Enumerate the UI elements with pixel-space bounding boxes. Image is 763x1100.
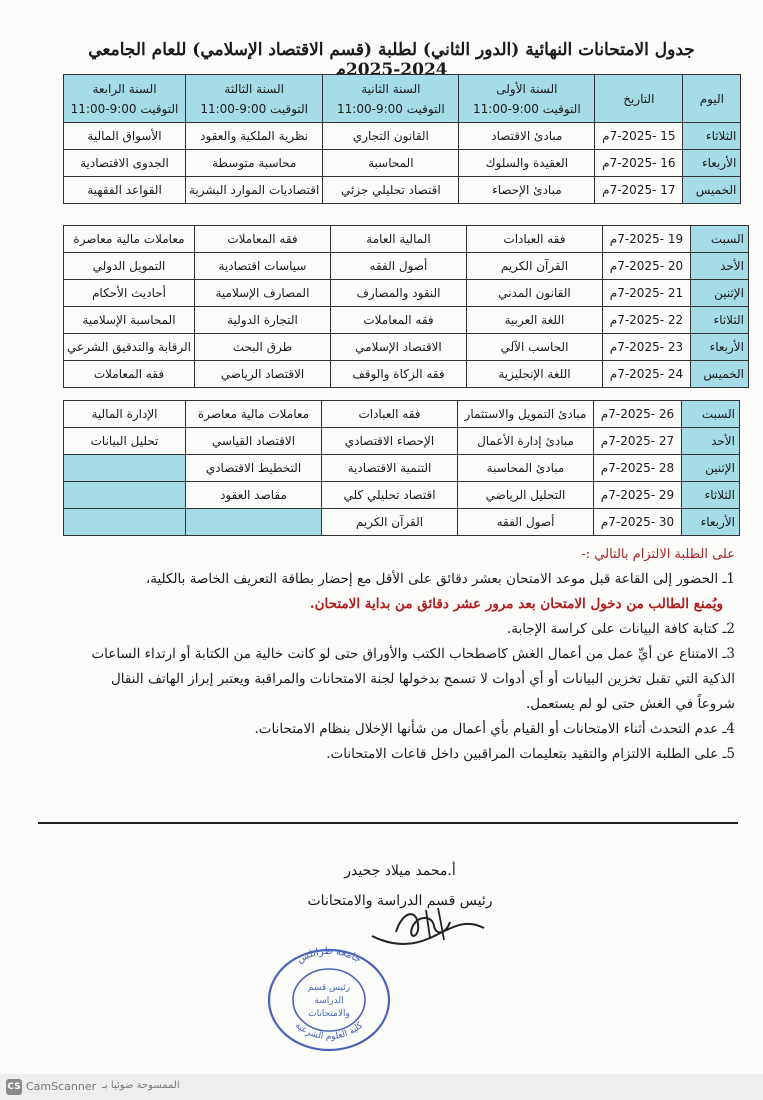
cell-year-3: محاسبة متوسطة [186,150,323,177]
exam-instructions [70,542,735,767]
cell-year-1: مبادئ إدارة الأعمال [458,428,594,455]
cell-date: 29 -7-2025م [594,482,682,509]
cell-day: الأربعاء [683,150,741,177]
cell-year-1: مبادئ الاقتصاد [459,123,595,150]
table-row [64,226,749,253]
scanned-by-label: الممسوحة ضوئيا بـ [102,1080,180,1091]
header-year-1-time: التوقيت 9:00-11:00 [473,101,581,116]
header-year-3-label: السنة الثالثة [224,81,284,96]
cell-date: 19 -7-2025م [602,226,690,253]
cell-year-1: القانون المدني [466,280,602,307]
cell-year-2: أصول الفقه [330,253,466,280]
cell-year-3: اقتصاديات الموارد البشرية [186,177,323,204]
cell-year-4: المحاسبة الإسلامية [64,307,195,334]
cell-year-3-empty [186,509,322,536]
cell-year-2: فقه العبادات [322,401,458,428]
instruction-4: 4ـ عدم التحدث أثناء الامتحانات أو القيام بأي أعمال من شأنها الإخلال بنظام الامتحانات. [254,721,735,737]
cell-year-4: فقه المعاملات [64,361,195,388]
instruction-2: 2ـ كتابة كافة البيانات على كراسة الإجابة. [507,621,735,637]
cell-year-1: مبادئ المحاسبة [458,455,594,482]
header-year-4-label: السنة الرابعة [92,81,157,96]
table-row [64,177,741,204]
cell-day: الخميس [683,177,741,204]
cell-year-1: القرآن الكريم [466,253,602,280]
cell-year-3: المصارف الإسلامية [194,280,330,307]
header-day: اليوم [683,75,741,123]
cell-year-4: الأسواق المالية [64,123,186,150]
cell-day: الأحد [682,428,740,455]
cell-year-1: اللغة العربية [466,307,602,334]
cell-year-4: أحاديث الأحكام [64,280,195,307]
cell-day: الثلاثاء [682,482,740,509]
cell-day: الأحد [690,253,748,280]
cell-date: 30 -7-2025م [594,509,682,536]
cell-year-2: المالية العامة [330,226,466,253]
instruction-5: 5ـ على الطلبة الالتزام والتقيد بتعليمات المراقبين داخل قاعات الامتحانات. [326,746,735,762]
stamp-line-2: الدراسة [314,996,344,1006]
header-year-2-time: التوقيت 9:00-11:00 [337,101,445,116]
camscanner-label: CamScanner [26,1080,97,1093]
cell-year-4: تحليل البيانات [64,428,186,455]
table-row [64,428,740,455]
cell-year-2: القانون التجاري [323,123,459,150]
cell-year-2: الاقتصاد الإسلامي [330,334,466,361]
table-row [64,150,741,177]
cell-year-3: فقه المعاملات [194,226,330,253]
table-row [64,307,749,334]
cell-date: 26 -7-2025م [594,401,682,428]
cell-date: 28 -7-2025م [594,455,682,482]
table-row [64,455,740,482]
cell-year-3: معاملات مالية معاصرة [186,401,322,428]
stamp-line-3: والامتحانات [308,1009,350,1019]
instruction-1: 1ـ الحضور إلى القاعة قبل موعد الامتحان بعشر دقائق على الأقل مع إحضار بطاقة التعريف الخاصة بالكلية، [145,571,735,587]
cell-year-2: النقود والمصارف [330,280,466,307]
stamp-faculty: كلية العلوم الشرعية [292,1020,366,1043]
cell-year-2: اقتصاد تحليلي جزئي [323,177,459,204]
table-row [64,401,740,428]
cell-year-1: مبادئ التمويل والاستثمار [458,401,594,428]
header-year-1 [459,75,595,123]
cell-year-2: التنمية الاقتصادية [322,455,458,482]
cell-year-3: التجارة الدولية [194,307,330,334]
cell-date: 23 -7-2025م [602,334,690,361]
cell-year-3: الاقتصاد القياسي [186,428,322,455]
cell-year-4: الإدارة المالية [64,401,186,428]
cell-year-4: الرقابة والتدقيق الشرعي [64,334,195,361]
cell-year-3: مقاصد العقود [186,482,322,509]
cell-year-2: اقتصاد تحليلي كلي [322,482,458,509]
header-year-2 [323,75,459,123]
cell-year-4-empty [64,482,186,509]
cell-date: 17 -7-2025م [595,177,683,204]
cell-date: 16 -7-2025م [595,150,683,177]
schedule-table-week-3 [63,400,740,536]
table-row [64,361,749,388]
cell-year-3: سياسات اقتصادية [194,253,330,280]
scanner-watermark-bar [0,1074,763,1100]
table-row [64,123,741,150]
header-year-1-label: السنة الأولى [496,81,558,96]
instruction-1-warning: ويُمنع الطالب من دخول الامتحان بعد مرور عشر دقائق من بداية الامتحان. [309,596,723,612]
table-row [64,334,749,361]
cell-year-4: التمويل الدولي [64,253,195,280]
cell-date: 21 -7-2025م [602,280,690,307]
cell-date: 22 -7-2025م [602,307,690,334]
header-date: التاريخ [595,75,683,123]
cell-year-1: الحاسب الآلي [466,334,602,361]
signatory-name: أ.محمد ميلاد جحيدر [344,863,456,879]
header-year-3 [186,75,323,123]
cell-year-2: المحاسبة [323,150,459,177]
cell-day: الخميس [690,361,748,388]
cell-day: السبت [682,401,740,428]
cell-year-4-empty [64,509,186,536]
table-header-row [64,75,741,123]
cell-year-3: طرق البحث [194,334,330,361]
cell-day: السبت [690,226,748,253]
stamp-line-1: رئيس قسم [307,983,351,993]
instruction-3: 3ـ الامتناع عن أيِّ عمل من أعمال الغش كاصطحاب الكتب والأوراق حتى لو كانت خالية من الكتابة أو ارتداء الساعات الذكية التي تقبل تخزين البيانات أو أي أدوات لا تسمح بدخولها لجنة الامتحانات والمراقبة ويعتبر إبراز الهاتف النقال شروعاً في الغش حتى لو لم يستعمل. [91,646,735,712]
signatory-position: رئيس قسم الدراسة والامتحانات [307,893,493,909]
schedule-table-week-1 [63,74,741,204]
cell-year-4: القواعد الفقهية [64,177,186,204]
cell-date: 24 -7-2025م [602,361,690,388]
cell-year-2: الإحصاء الاقتصادي [322,428,458,455]
cell-date: 20 -7-2025م [602,253,690,280]
cell-year-1: مبادئ الإحصاء [459,177,595,204]
cell-year-1: اللغة الإنجليزية [466,361,602,388]
cell-year-3: نظرية الملكية والعقود [186,123,323,150]
camscanner-logo-icon: CS [6,1079,22,1095]
cell-day: الإثنين [690,280,748,307]
cell-day: الثلاثاء [683,123,741,150]
header-year-3-time: التوقيت 9:00-11:00 [200,101,308,116]
cell-date: 15 -7-2025م [595,123,683,150]
cell-year-4: معاملات مالية معاصرة [64,226,195,253]
page-title: جدول الامتحانات النهائية (الدور الثاني) لطلبة (قسم الاقتصاد الإسلامي) للعام الجامعي 2024-2025م [88,40,695,80]
table-row [64,280,749,307]
cell-year-3: الاقتصاد الرياضي [194,361,330,388]
header-year-4-time: التوقيت 9:00-11:00 [70,101,179,116]
cell-year-2: فقه الزكاة والوقف [330,361,466,388]
cell-date: 27 -7-2025م [594,428,682,455]
official-stamp [264,942,394,1052]
table-row [64,482,740,509]
header-year-4 [64,75,186,123]
cell-day: الثلاثاء [690,307,748,334]
schedule-table-week-2 [63,225,749,388]
divider-line [38,822,738,824]
table-row [64,509,740,536]
cell-day: الأربعاء [682,509,740,536]
header-year-2-label: السنة الثانية [361,81,421,96]
cell-year-1: التحليل الرياضي [458,482,594,509]
cell-year-3: التخطيط الاقتصادي [186,455,322,482]
cell-year-1: أصول الفقه [458,509,594,536]
cell-year-2: القرآن الكريم [322,509,458,536]
stamp-university: جامعة طرابلس [295,945,363,966]
cell-year-4-empty [64,455,186,482]
cell-year-1: العقيدة والسلوك [459,150,595,177]
cell-day: الإثنين [682,455,740,482]
cell-year-1: فقه العبادات [466,226,602,253]
cell-year-4: الجدوى الاقتصادية [64,150,186,177]
table-row [64,253,749,280]
instructions-intro: على الطلبة الالتزام بالتالي :- [581,547,735,562]
cell-year-2: فقه المعاملات [330,307,466,334]
cell-day: الأربعاء [690,334,748,361]
